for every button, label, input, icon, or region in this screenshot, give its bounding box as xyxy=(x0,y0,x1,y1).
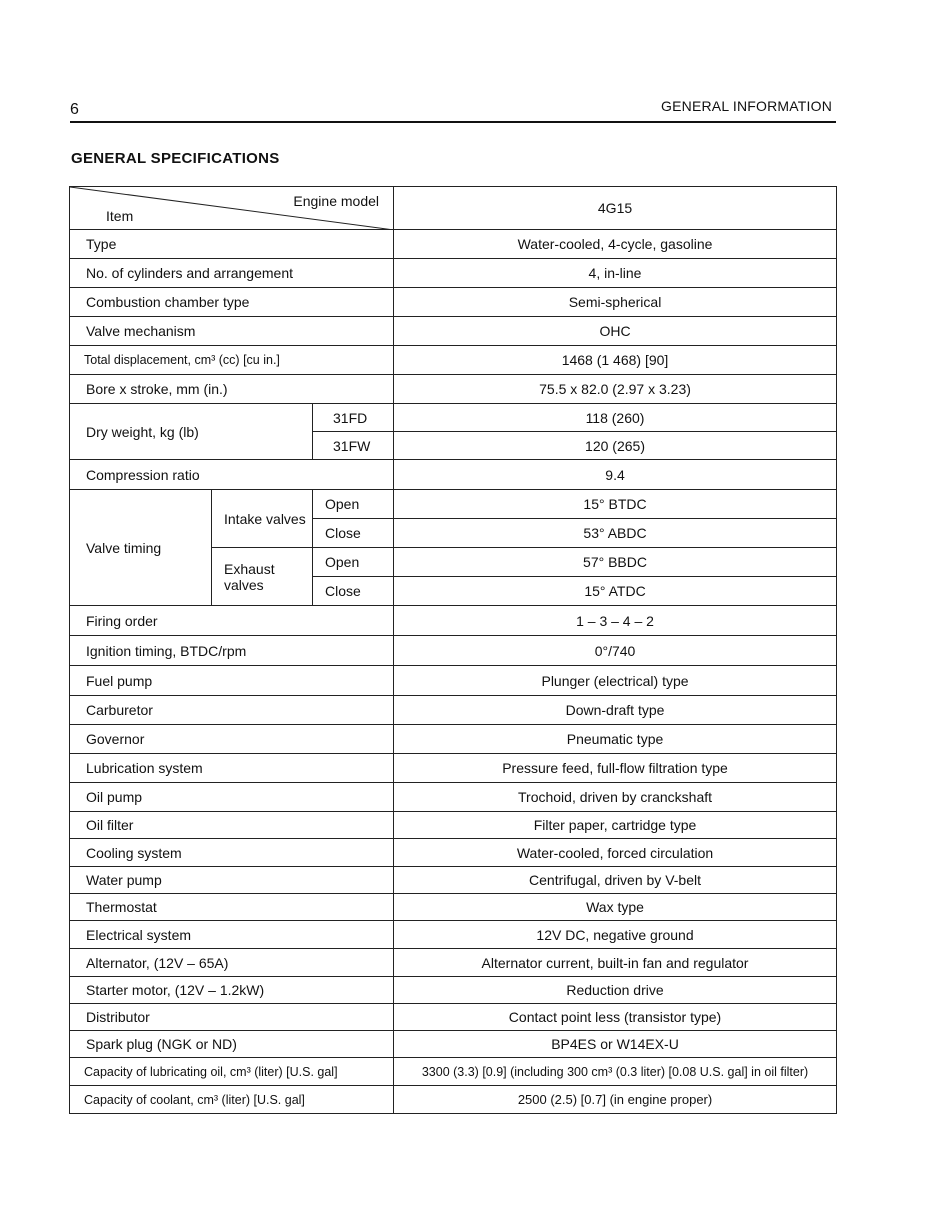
row-value: Alternator current, built-in fan and regulator xyxy=(394,949,837,977)
row-value: Semi-spherical xyxy=(394,288,837,317)
table-header-row xyxy=(70,187,837,230)
row-label: Total displacement, cm³ (cc) [cu in.] xyxy=(70,346,394,375)
row-value: Water-cooled, forced circulation xyxy=(394,839,837,867)
row-value: Filter paper, cartridge type xyxy=(394,812,837,839)
exhaust-open-label: Open xyxy=(313,548,394,577)
row-label: Governor xyxy=(70,725,394,754)
row-value: 0°/740 xyxy=(394,636,837,666)
row-label: Distributor xyxy=(70,1004,394,1031)
row-label: Alternator, (12V – 65A) xyxy=(70,949,394,977)
item-label: Item xyxy=(106,208,134,224)
row-value: 1 – 3 – 4 – 2 xyxy=(394,606,837,636)
intake-close-label: Close xyxy=(313,519,394,548)
dry-weight-value: 120 (265) xyxy=(394,432,837,460)
table-row xyxy=(70,666,837,696)
row-value: 12V DC, negative ground xyxy=(394,921,837,949)
table-row-dry-weight xyxy=(70,404,837,432)
table-row xyxy=(70,949,837,977)
specifications-table xyxy=(69,186,837,1114)
table-row xyxy=(70,921,837,949)
table-row xyxy=(70,783,837,812)
engine-model-label: Engine model xyxy=(293,193,380,209)
exhaust-close-label: Close xyxy=(313,577,394,606)
table-row xyxy=(70,230,837,259)
row-label: Capacity of lubricating oil, cm³ (liter) [U.S. gal] xyxy=(70,1058,394,1086)
page-number: 6 xyxy=(70,101,79,118)
row-label: No. of cylinders and arrangement xyxy=(70,259,394,288)
dry-weight-model: 31FD xyxy=(313,404,394,432)
row-value: Down-draft type xyxy=(394,696,837,725)
dry-weight-value: 118 (260) xyxy=(394,404,837,432)
table-row xyxy=(70,839,837,867)
row-value: Reduction drive xyxy=(394,977,837,1004)
table-row xyxy=(70,754,837,783)
row-value: Water-cooled, 4-cycle, gasoline xyxy=(394,230,837,259)
row-label: Oil pump xyxy=(70,783,394,812)
row-label: Cooling system xyxy=(70,839,394,867)
row-label: Combustion chamber type xyxy=(70,288,394,317)
section-title: GENERAL INFORMATION xyxy=(661,98,833,114)
table-row xyxy=(70,867,837,894)
dry-weight-model: 31FW xyxy=(313,432,394,460)
row-value: 9.4 xyxy=(394,460,837,490)
row-label: Type xyxy=(70,230,394,259)
table-row xyxy=(70,1031,837,1058)
table-row xyxy=(70,1086,837,1114)
row-value: Plunger (electrical) type xyxy=(394,666,837,696)
row-value: 75.5 x 82.0 (2.97 x 3.23) xyxy=(394,375,837,404)
intake-open-value: 15° BTDC xyxy=(394,490,837,519)
table-row xyxy=(70,606,837,636)
header-corner-cell xyxy=(70,187,394,230)
row-value: Centrifugal, driven by V-belt xyxy=(394,867,837,894)
row-value: BP4ES or W14EX-U xyxy=(394,1031,837,1058)
row-value: Wax type xyxy=(394,894,837,921)
table-row xyxy=(70,812,837,839)
table-row xyxy=(70,317,837,346)
row-value: 2500 (2.5) [0.7] (in engine proper) xyxy=(394,1086,837,1114)
table-row xyxy=(70,725,837,754)
row-label: Compression ratio xyxy=(70,460,394,490)
row-value: Trochoid, driven by cranckshaft xyxy=(394,783,837,812)
row-value: 4, in-line xyxy=(394,259,837,288)
row-label: Thermostat xyxy=(70,894,394,921)
table-row xyxy=(70,346,837,375)
table-row xyxy=(70,259,837,288)
row-value: Pneumatic type xyxy=(394,725,837,754)
table-row xyxy=(70,636,837,666)
row-value: Pressure feed, full-flow filtration type xyxy=(394,754,837,783)
table-row xyxy=(70,977,837,1004)
row-label: Capacity of coolant, cm³ (liter) [U.S. gal] xyxy=(70,1086,394,1114)
exhaust-valves-label: Exhaust valves xyxy=(212,548,313,606)
header-rule xyxy=(70,121,836,123)
row-label: Electrical system xyxy=(70,921,394,949)
dry-weight-label: Dry weight, kg (lb) xyxy=(70,404,313,460)
table-row-valve-timing xyxy=(70,490,837,519)
table-row xyxy=(70,288,837,317)
intake-close-value: 53° ABDC xyxy=(394,519,837,548)
table-row xyxy=(70,375,837,404)
table-row xyxy=(70,460,837,490)
row-value: OHC xyxy=(394,317,837,346)
table-row xyxy=(70,894,837,921)
engine-model-value: 4G15 xyxy=(394,187,837,230)
valve-timing-label: Valve timing xyxy=(70,490,212,606)
row-label: Firing order xyxy=(70,606,394,636)
table-row xyxy=(70,1004,837,1031)
row-label: Valve mechanism xyxy=(70,317,394,346)
row-label: Fuel pump xyxy=(70,666,394,696)
row-label: Oil filter xyxy=(70,812,394,839)
row-value: 1468 (1 468) [90] xyxy=(394,346,837,375)
table-row xyxy=(70,696,837,725)
exhaust-close-value: 15° ATDC xyxy=(394,577,837,606)
row-label: Starter motor, (12V – 1.2kW) xyxy=(70,977,394,1004)
intake-open-label: Open xyxy=(313,490,394,519)
row-label: Lubrication system xyxy=(70,754,394,783)
intake-valves-label: Intake valves xyxy=(212,490,313,548)
row-value: Contact point less (transistor type) xyxy=(394,1004,837,1031)
row-label: Water pump xyxy=(70,867,394,894)
document-title: GENERAL SPECIFICATIONS xyxy=(71,150,280,167)
row-label: Ignition timing, BTDC/rpm xyxy=(70,636,394,666)
row-value: 3300 (3.3) [0.9] (including 300 cm³ (0.3 liter) [0.08 U.S. gal] in oil filter) xyxy=(394,1058,837,1086)
table-row xyxy=(70,1058,837,1086)
row-label: Bore x stroke, mm (in.) xyxy=(70,375,394,404)
row-label: Spark plug (NGK or ND) xyxy=(70,1031,394,1058)
exhaust-open-value: 57° BBDC xyxy=(394,548,837,577)
row-label: Carburetor xyxy=(70,696,394,725)
